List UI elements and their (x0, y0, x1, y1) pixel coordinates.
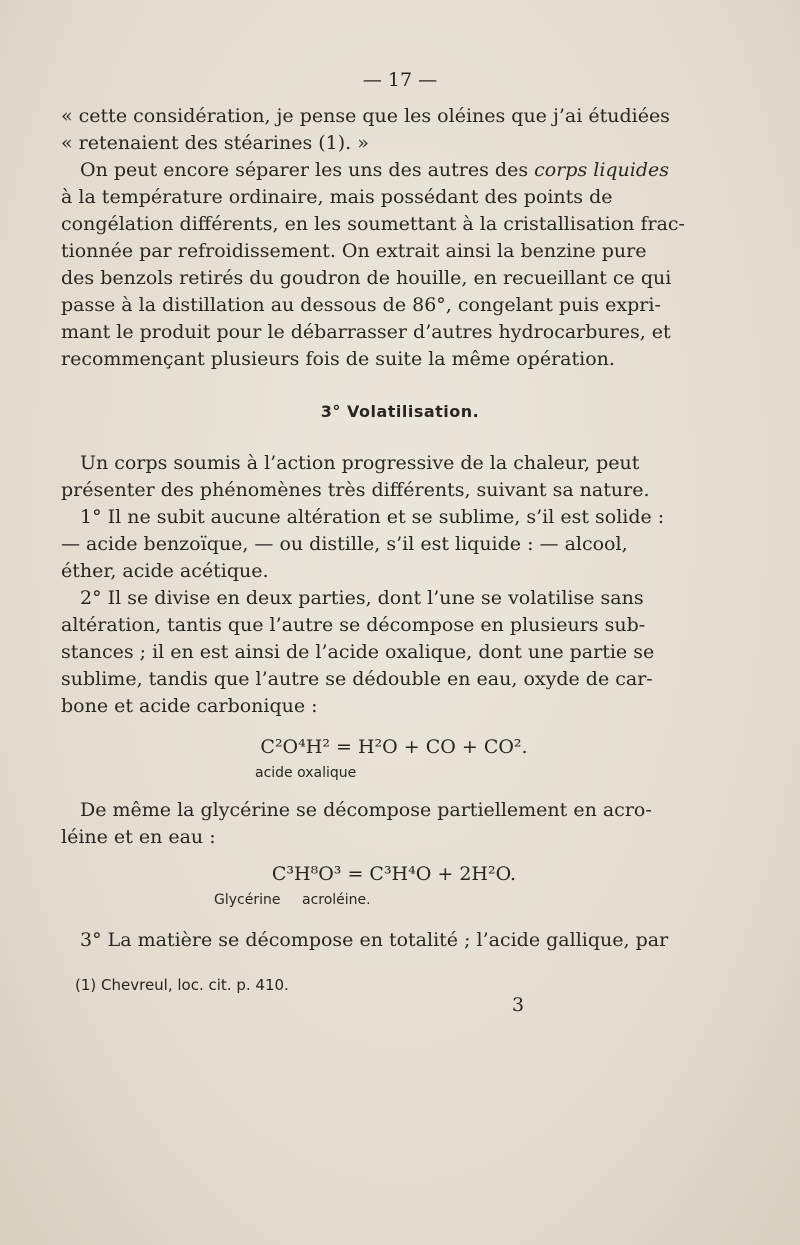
text-line: — acide benzoïque, — ou distille, s’il est liquide : — alcool, (61, 533, 628, 555)
text-line: stances ; il en est ainsi de l’acide oxalique, dont une partie se (61, 641, 655, 663)
text-line: présenter des phénomènes très différents, suivant sa nature. (61, 479, 650, 501)
text-line: à la température ordinaire, mais possédant des points de (61, 186, 613, 208)
text-line: congélation différents, en les soumettant à la cristallisation frac- (61, 213, 685, 235)
text-line: « retenaient des stéarines (1). » (61, 132, 369, 154)
text-line: Un corps soumis à l’action progressive de la chaleur, peut (80, 452, 640, 474)
signature-mark: 3 (512, 994, 525, 1016)
formula-oxalic: C²O⁴H² = H²O + CO + CO². (260, 736, 528, 758)
text-line: des benzols retirés du goudron de houille, en recueillant ce qui (61, 267, 672, 289)
text-line: passe à la distillation au dessous de 86°, congelant puis expri- (61, 294, 661, 316)
formula-label: Glycérine (214, 892, 281, 908)
text-line: éther, acide acétique. (61, 560, 269, 582)
text-line: 2° Il se divise en deux parties, dont l’une se volatilise sans (80, 587, 644, 609)
footnote: (1) Chevreul, loc. cit. p. 410. (75, 976, 289, 994)
text-line: bone et acide carbonique : (61, 695, 318, 717)
page-number: — 17 — (362, 69, 438, 91)
formula-label: acide oxalique (255, 765, 357, 781)
text-line: « cette considération, je pense que les oléines que j’ai étudiées (61, 105, 670, 127)
text-line: altération, tantis que l’autre se décompose en plusieurs sub- (61, 614, 646, 636)
text-line: léine et en eau : (61, 826, 216, 848)
text-line: sublime, tandis que l’autre se dédouble en eau, oxyde de car- (61, 668, 653, 690)
text-line: 1° Il ne subit aucune altération et se sublime, s’il est solide : (80, 506, 665, 528)
text-line: tionnée par refroidissement. On extrait ainsi la benzine pure (61, 240, 647, 262)
formula-label: acroléine. (302, 892, 371, 908)
text-line (80, 158, 670, 182)
text-line: recommençant plusieurs fois de suite la même opération. (61, 348, 615, 370)
text-line: mant le produit pour le débarrasser d’autres hydrocarbures, et (61, 321, 671, 343)
text-line: 3° La matière se décompose en totalité ; l’acide gallique, par (80, 929, 669, 951)
text-line: De même la glycérine se décompose partiellement en acro- (80, 799, 652, 821)
formula-glycerine: C³H⁸O³ = C³H⁴O + 2H²O. (271, 863, 517, 885)
italic-text: corps liquides (534, 159, 670, 181)
section-heading: 3° Volatilisation. (320, 402, 480, 421)
text-span: On peut encore séparer les uns des autres des (80, 159, 535, 181)
